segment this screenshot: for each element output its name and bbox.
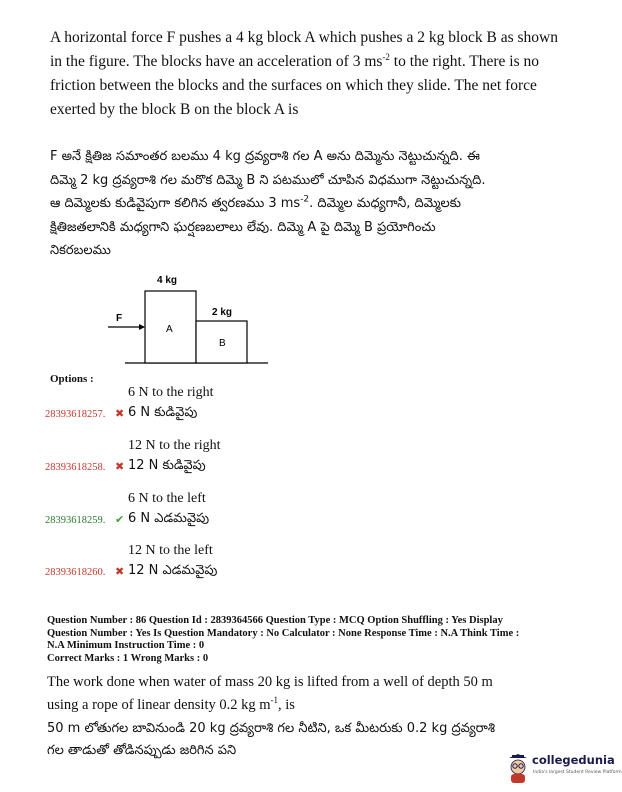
- meta-line: Question Number : Yes Is Question Mandatory : No Calculator : None Response Time : N.A Think Time :: [47, 627, 520, 639]
- option-telugu: 12 N కుడివైపు: [128, 458, 206, 473]
- question-english-line: A horizontal force F pushes a 4 kg block A which pushes a 2 kg block B as shown: [50, 29, 558, 46]
- question-meta: [47, 615, 577, 665]
- option-english: 12 N to the right: [128, 438, 221, 453]
- question-english-line: in the figure. The blocks have an acceleration of 3 $ms^{-2}$ to the right. There is no: [50, 51, 540, 70]
- option-telugu: 6 N ఎడమవైపు: [128, 511, 210, 526]
- question-telugu-line: దిమ్మె 2 kg ద్రవ్యరాశి గల మరొక దిమ్మె B ని పటములో చూపిన విధముగా నెట్టుచున్నది.: [50, 172, 486, 188]
- collegedunia-logo[interactable]: [506, 752, 622, 788]
- meta-line: Correct Marks : 1 Wrong Marks : 0: [47, 652, 209, 664]
- option-english: 6 N to the right: [128, 385, 214, 400]
- block-a-mass: 4 kg: [157, 275, 178, 286]
- block-b-mass: 2 kg: [212, 307, 233, 318]
- question-english-line: exerted by the block B on the block A is: [50, 101, 299, 118]
- option-english: 6 N to the left: [128, 491, 206, 506]
- next-question-english-line: The work done when water of mass 20 kg is lifted from a well of depth 50 m: [47, 674, 493, 690]
- meta-line: N.A Minimum Instruction Time : 0: [47, 640, 205, 651]
- meta-line: Question Number : 86 Question Id : 2839364566 Question Type : MCQ Option Shuffling : Yes Display: [47, 615, 503, 626]
- option-id: 28393618260.: [45, 567, 106, 578]
- logo-tagline: India's largest Student Review Platform: [533, 770, 622, 775]
- check-mark-icon: ✔: [115, 513, 125, 526]
- next-question-telugu-line: 50 m లోతుగల బావినుండి 20 kg ద్రవ్యరాశి గల నీటిని, ఒక మీటరుకు 0.2 kg ద్రవ్యరాశి: [47, 721, 496, 736]
- option-id: 28393618257.: [45, 409, 106, 420]
- block-a-label: A: [166, 324, 173, 335]
- question-telugu-line: ఆ దిమ్మెలకు కుడివైపుగా కలిగిన త్వరణము 3 $ms^{-2}$. దిమ్మెల మధ్యగానీ, దిమ్మెలకు: [50, 194, 462, 211]
- question-telugu-line: క్షితిజతలానికి మధ్యగాని ఘర్షణబలాలు లేవు. దిమ్మె A పై దిమ్మె B ప్రయోగించు: [50, 219, 436, 235]
- option-telugu: 12 N ఎడమవైపు: [128, 563, 218, 578]
- option-telugu: 6 N కుడివైపు: [128, 405, 198, 420]
- question-telugu-line: నికరబలము: [50, 243, 111, 258]
- force-label: F: [116, 313, 123, 324]
- next-question-english-line: using a rope of linear density 0.2 kg $m^{-1}$, is: [47, 695, 295, 713]
- next-question-telugu-line: గల తాడుతో తోడినప్పుడు జరిగిన పని: [47, 743, 237, 758]
- next-question-telugu: [47, 718, 495, 762]
- blocks-figure: [100, 268, 270, 368]
- question-english-line: friction between the blocks and the surfaces on which they slide. The net force: [50, 77, 537, 94]
- option-english: 12 N to the left: [128, 543, 213, 558]
- options-label: Options :: [50, 373, 94, 385]
- wrong-mark-icon: ✖: [115, 407, 125, 420]
- option-id: 28393618258.: [45, 462, 106, 473]
- logo-brand: collegedunia: [532, 753, 615, 767]
- question-english: [50, 26, 560, 122]
- wrong-mark-icon: ✖: [115, 460, 125, 473]
- block-b-label: B: [219, 338, 226, 349]
- force-arrow-head: [139, 324, 145, 330]
- question-telugu: [50, 145, 570, 263]
- question-telugu-line: F అనే క్షితిజ సమాంతర బలము 4 kg ద్రవ్యరాశి గల A అను దిమ్మెను నెట్టుచున్నది. ఈ: [50, 149, 480, 164]
- wrong-mark-icon: ✖: [115, 565, 125, 578]
- mascot-icon: [506, 754, 530, 784]
- option-id: 28393618259.: [45, 515, 106, 526]
- next-question-english: [47, 671, 493, 717]
